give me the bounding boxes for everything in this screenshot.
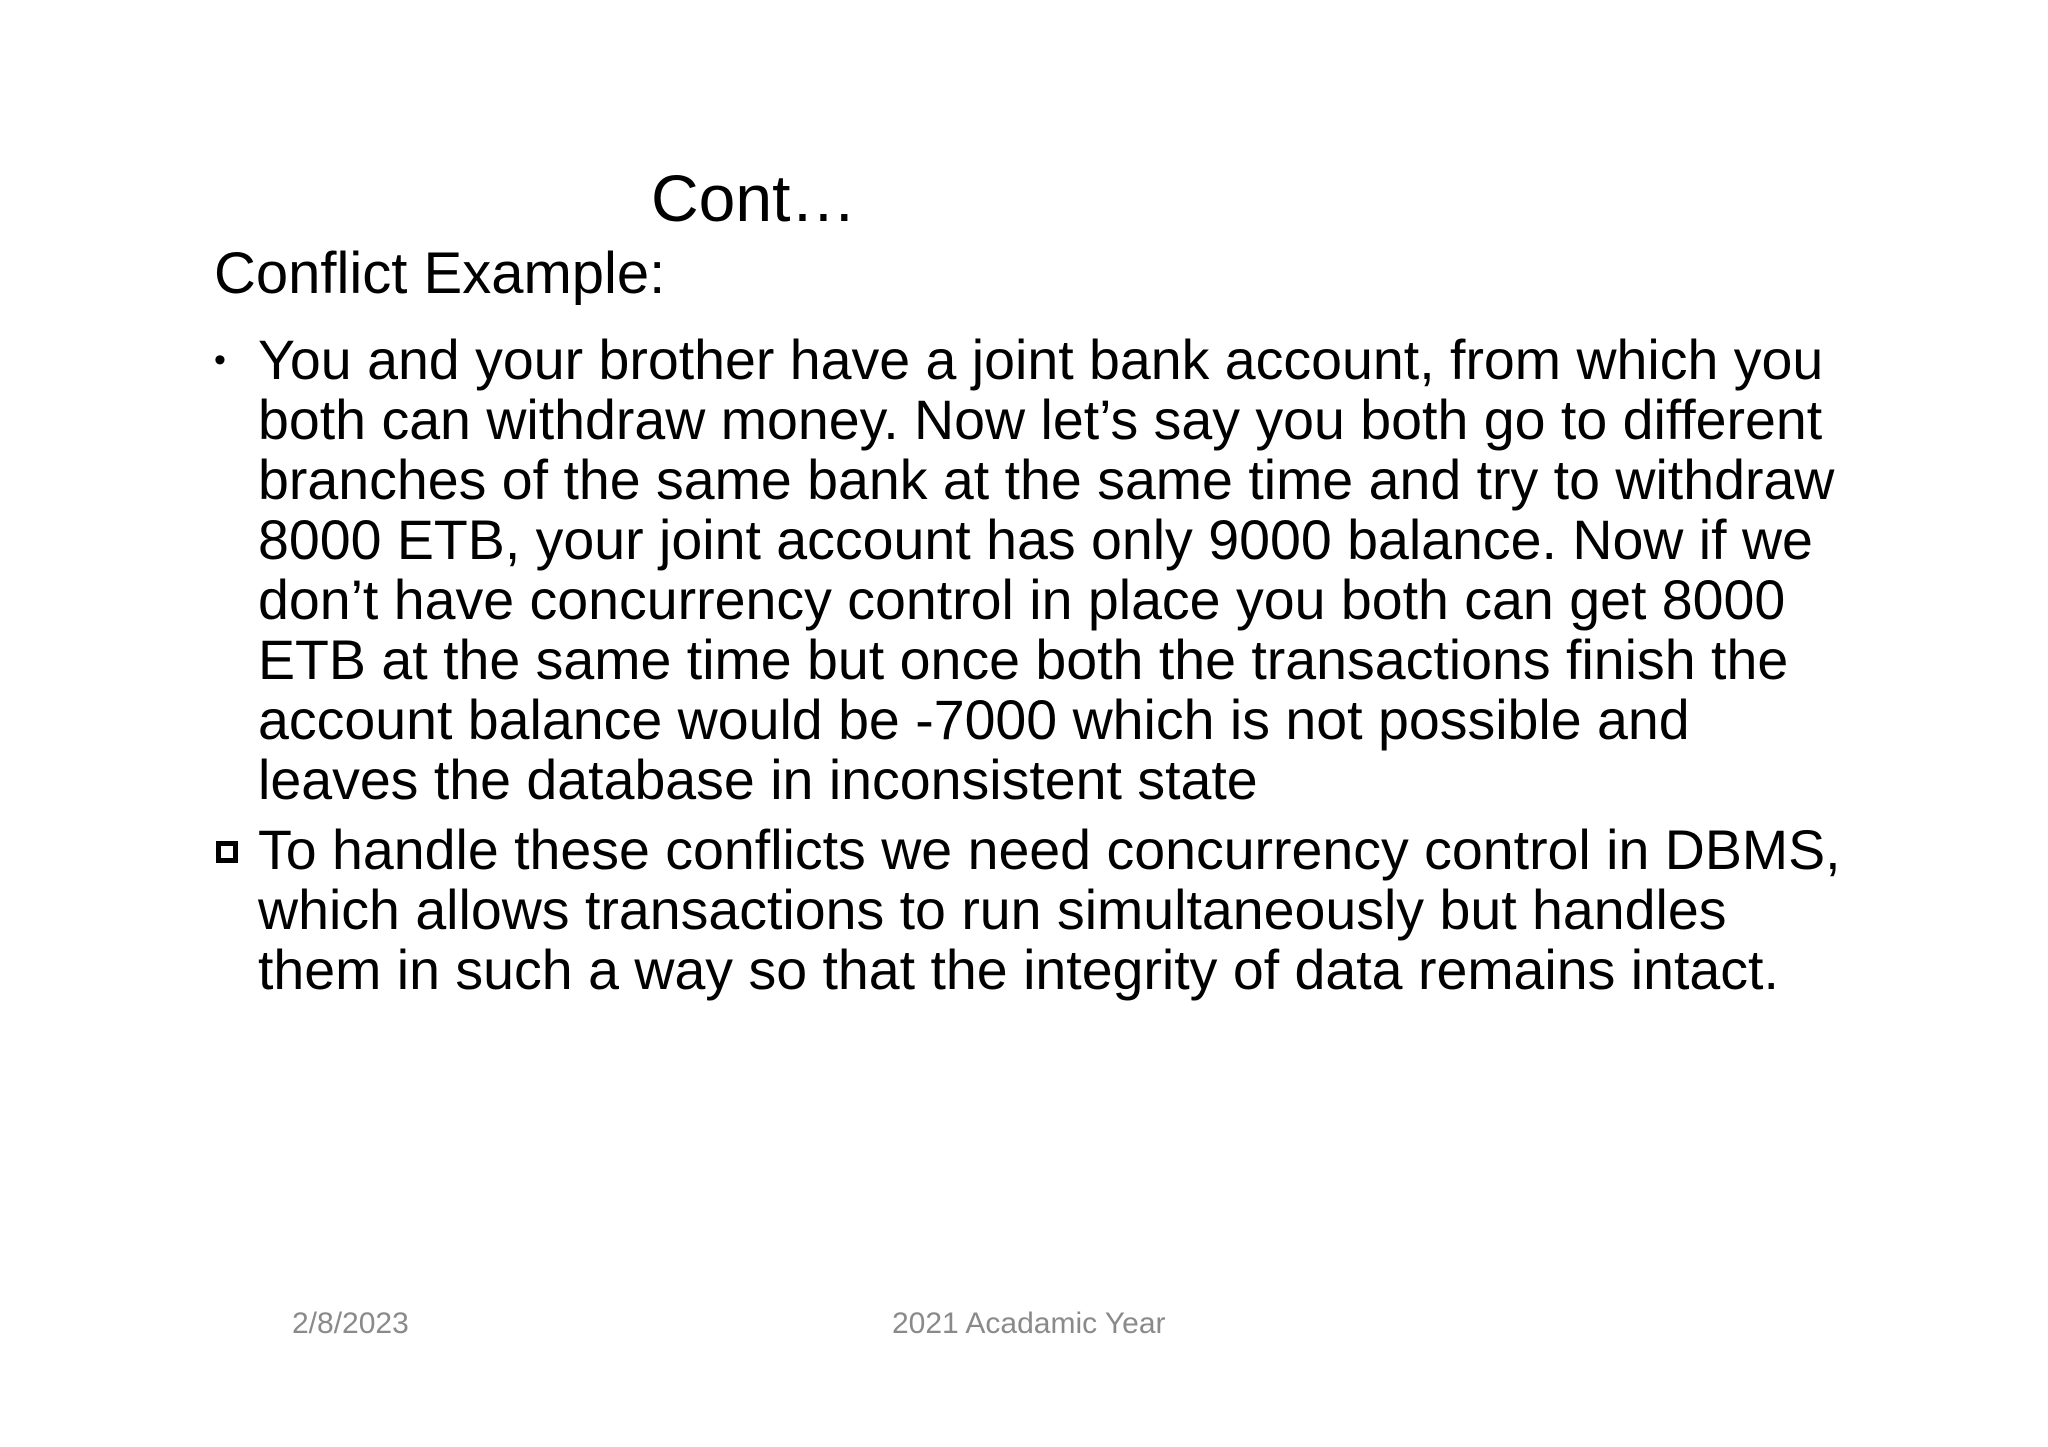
- bullet-item: [214, 820, 1854, 1000]
- bullet-square-icon: [216, 841, 238, 863]
- slide-title: Cont…: [651, 161, 857, 235]
- bullet-text: You and your brother have a joint bank account, from which you both can withdraw money. Now let’s say you both go to different branches of the same bank at the same time and try to withdraw 8000 ETB, your joint account has only 9000 balance. Now if we don’t have concurrency control in place you both can get 8000 ETB at the same time but once both the transactions finish the account balance would be -7000 which is not possible and leaves the database in inconsistent state: [258, 329, 1835, 811]
- footer-center-text: 2021 Acadamic Year: [892, 1307, 1166, 1340]
- slide-subtitle: Conflict Example:: [214, 241, 666, 306]
- bullet-item: [214, 330, 1854, 810]
- footer-date: 2/8/2023: [292, 1307, 409, 1340]
- bullet-text: To handle these conflicts we need concurrency control in DBMS, which allows transactions to run simultaneously but handles them in such a way so that the integrity of data remains intact.: [258, 819, 1841, 1001]
- bullet-dot-icon: •: [214, 341, 226, 379]
